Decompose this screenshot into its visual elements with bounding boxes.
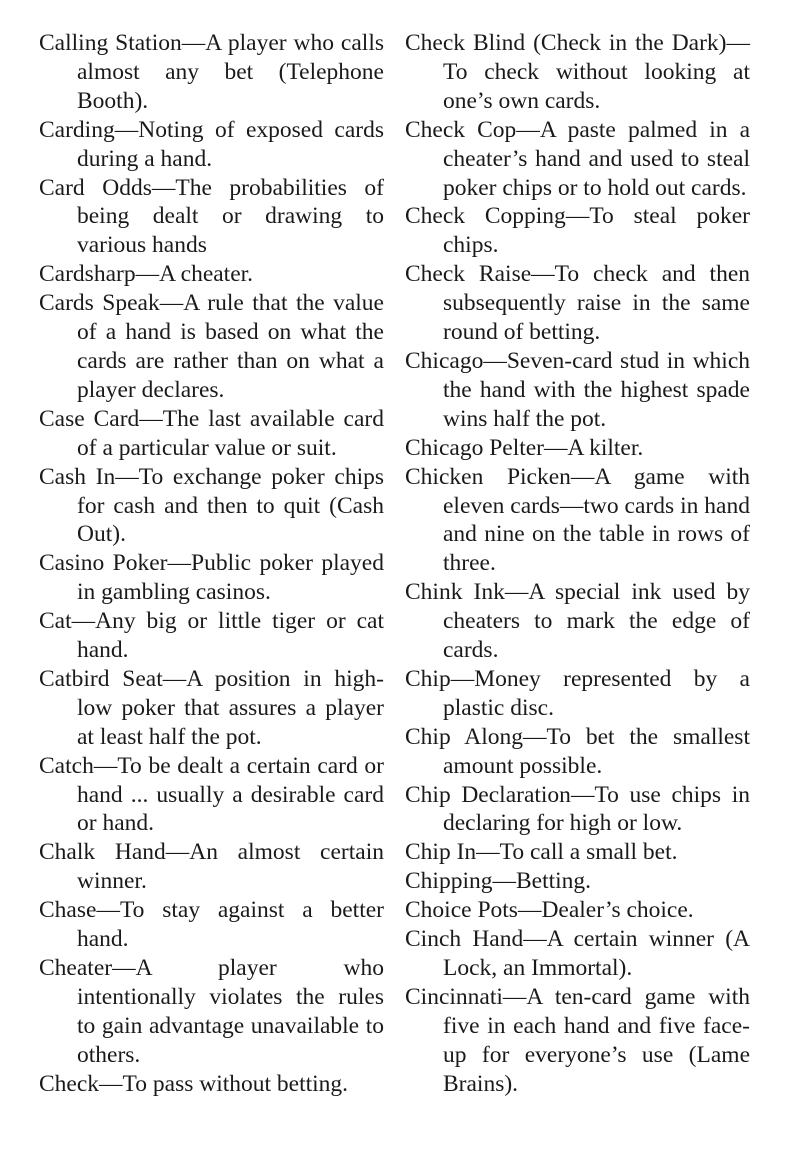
glossary-entry	[405, 463, 750, 579]
entry-separator: —	[516, 116, 540, 143]
entry-definition: The last available card of a particular value or suit.	[77, 405, 384, 461]
entry-separator: —	[523, 723, 547, 750]
entry-definition: A position in high-low poker that assures a player at least half the pot.	[77, 665, 384, 750]
entry-definition: A kilter.	[567, 434, 644, 461]
entry-definition: To exchange poker chips for cash and then to quit (Cash Out).	[77, 463, 384, 548]
glossary-entry	[39, 954, 384, 1070]
entry-term: Chip Declaration	[405, 781, 571, 808]
entry-separator: —	[450, 665, 475, 692]
glossary-entry	[405, 347, 750, 434]
glossary-entry	[405, 434, 750, 463]
entry-definition: Seven-card stud in which the hand with the highest spade wins half the pot.	[443, 347, 750, 432]
entry-definition: A cheater.	[159, 261, 254, 288]
entry-definition: To use chips in declaring for high or low.	[443, 781, 750, 837]
glossary-entry	[405, 983, 750, 1099]
glossary-page	[39, 29, 750, 1099]
entry-separator: —	[93, 752, 118, 779]
entry-term: Card Odds	[39, 174, 152, 201]
entry-term: Chipping	[405, 868, 493, 895]
entry-separator: —	[523, 926, 547, 953]
entry-separator: —	[162, 665, 187, 692]
entry-definition: To bet the smallest amount possible.	[443, 723, 750, 779]
glossary-entry	[39, 405, 384, 463]
entry-definition: A player who calls almost any bet (Telephone Booth).	[77, 30, 384, 114]
glossary-right-column	[405, 29, 750, 1099]
entry-separator: —	[99, 1070, 123, 1097]
entry-term: Chip	[405, 665, 451, 692]
entry-separator: —	[135, 261, 160, 288]
entry-term: Cash In	[39, 463, 116, 490]
entry-term: Chicago Pelter	[405, 434, 545, 461]
entry-separator: —	[167, 550, 191, 577]
entry-term: Chicken Picken	[405, 463, 571, 490]
entry-separator: —	[151, 174, 176, 201]
entry-term: Check	[39, 1070, 100, 1097]
entry-definition: A special ink used by cheaters to mark the edge of cards.	[443, 579, 751, 664]
glossary-entry	[39, 607, 384, 665]
glossary-entry	[405, 896, 750, 925]
entry-definition: A paste palmed in a cheater’s hand and used to steal poker chips or to hold out cards.	[443, 116, 751, 201]
entry-separator: —	[492, 868, 516, 895]
entry-term: Chink Ink	[405, 579, 505, 606]
entry-term: Choice Pots	[405, 897, 518, 924]
entry-term: Cards Speak	[39, 290, 160, 317]
glossary-entry	[39, 289, 384, 405]
entry-definition: To steal poker chips.	[443, 203, 750, 259]
entry-definition: Any big or little tiger or cat hand.	[77, 608, 384, 664]
entry-term: Catch	[39, 752, 94, 779]
entry-separator: —	[114, 116, 139, 143]
entry-definition: An almost certain winner.	[77, 839, 384, 895]
entry-separator: —	[476, 839, 500, 866]
glossary-entry	[405, 867, 750, 896]
entry-separator: —	[483, 347, 507, 374]
entry-term: Chase	[39, 897, 97, 924]
glossary-entry	[39, 665, 384, 752]
entry-definition: Money represented by a plastic disc.	[443, 665, 750, 721]
entry-term: Check Blind (Check in the Dark)	[405, 30, 727, 56]
glossary-entry	[39, 29, 384, 116]
glossary-entry	[39, 1070, 384, 1099]
entry-definition: A certain winner (A Lock, an Immortal).	[443, 926, 750, 981]
entry-term: Cincinnati	[405, 983, 503, 1010]
glossary-entry	[39, 752, 384, 839]
glossary-entry	[39, 174, 384, 261]
entry-definition: To be dealt a certain card or hand ... usually a desirable card or hand.	[77, 752, 384, 837]
entry-term: Calling Station	[39, 30, 182, 56]
glossary-entry	[405, 838, 750, 867]
entry-term: Cinch Hand	[405, 926, 524, 953]
entry-separator: —	[544, 434, 568, 461]
entry-term: Catbird Seat	[39, 665, 163, 692]
entry-definition: A game with eleven cards—two cards in hand and nine on the table in rows of three.	[443, 463, 750, 577]
glossary-entry	[405, 723, 750, 781]
entry-separator: —	[159, 290, 184, 317]
entry-term: Check Copping	[405, 203, 566, 230]
entry-definition: Betting.	[515, 868, 592, 895]
glossary-entry	[405, 665, 750, 723]
entry-separator: —	[165, 839, 190, 866]
entry-separator: —	[181, 30, 206, 56]
entry-definition: The probabilities of being dealt or drawing to various hands	[77, 174, 385, 259]
entry-term: Cat	[39, 608, 72, 635]
entry-term: Cheater	[39, 955, 113, 981]
entry-term: Carding	[39, 116, 115, 143]
glossary-left-column	[39, 29, 384, 1099]
entry-definition: To check without looking at one’s own cards.	[443, 58, 750, 114]
glossary-entry	[405, 260, 750, 347]
entry-separator: —	[531, 261, 555, 288]
entry-separator: —	[71, 608, 96, 635]
entry-definition: To check and then subsequently raise in the same round of betting.	[443, 261, 750, 346]
entry-definition: To pass without betting.	[122, 1070, 349, 1097]
glossary-entry	[405, 781, 750, 839]
entry-term: Chalk Hand	[39, 839, 166, 866]
entry-separator: —	[502, 983, 527, 1010]
glossary-entry	[405, 578, 750, 665]
entry-definition: A rule that the value of a hand is based on what the cards are rather than on what a player declares.	[77, 290, 384, 403]
glossary-entry	[39, 896, 384, 954]
glossary-entry	[405, 202, 750, 260]
entry-separator: —	[517, 897, 542, 924]
entry-definition: To stay against a better hand.	[77, 897, 384, 953]
glossary-entry	[39, 549, 384, 607]
entry-separator: —	[96, 897, 120, 924]
glossary-entry	[39, 260, 384, 289]
glossary-entry	[39, 463, 384, 550]
entry-separator: —	[565, 203, 590, 230]
entry-term: Chip In	[405, 839, 477, 866]
entry-separator: —	[139, 405, 163, 432]
entry-term: Cardsharp	[39, 261, 136, 288]
entry-separator: —	[570, 781, 595, 808]
entry-separator: —	[115, 463, 139, 490]
entry-separator: —	[504, 579, 529, 606]
entry-separator: —	[726, 30, 750, 56]
entry-definition: A ten-card game with five in each hand and five face-up for everyone’s use (Lame Brains).	[443, 983, 750, 1097]
entry-definition: A player who intentionally violates the rules to gain advantage unavailable to others.	[77, 955, 384, 1068]
entry-term: Check Raise	[405, 261, 532, 288]
entry-separator: —	[570, 463, 595, 490]
entry-definition: Dealer’s choice.	[541, 897, 694, 924]
entry-definition: Public poker played in gambling casinos.	[77, 550, 384, 606]
entry-term: Casino Poker	[39, 550, 168, 577]
glossary-entry	[39, 116, 384, 174]
entry-definition: To call a small bet.	[499, 839, 678, 866]
entry-term: Chip Along	[405, 723, 524, 750]
glossary-entry	[405, 925, 750, 983]
glossary-entry	[405, 116, 750, 203]
glossary-entry	[405, 29, 750, 116]
entry-term: Case Card	[39, 405, 140, 432]
glossary-entry	[39, 838, 384, 896]
entry-term: Check Cop	[405, 116, 517, 143]
entry-separator: —	[112, 955, 136, 981]
entry-definition: Noting of exposed cards during a hand.	[77, 116, 384, 172]
entry-term: Chicago	[405, 347, 484, 374]
